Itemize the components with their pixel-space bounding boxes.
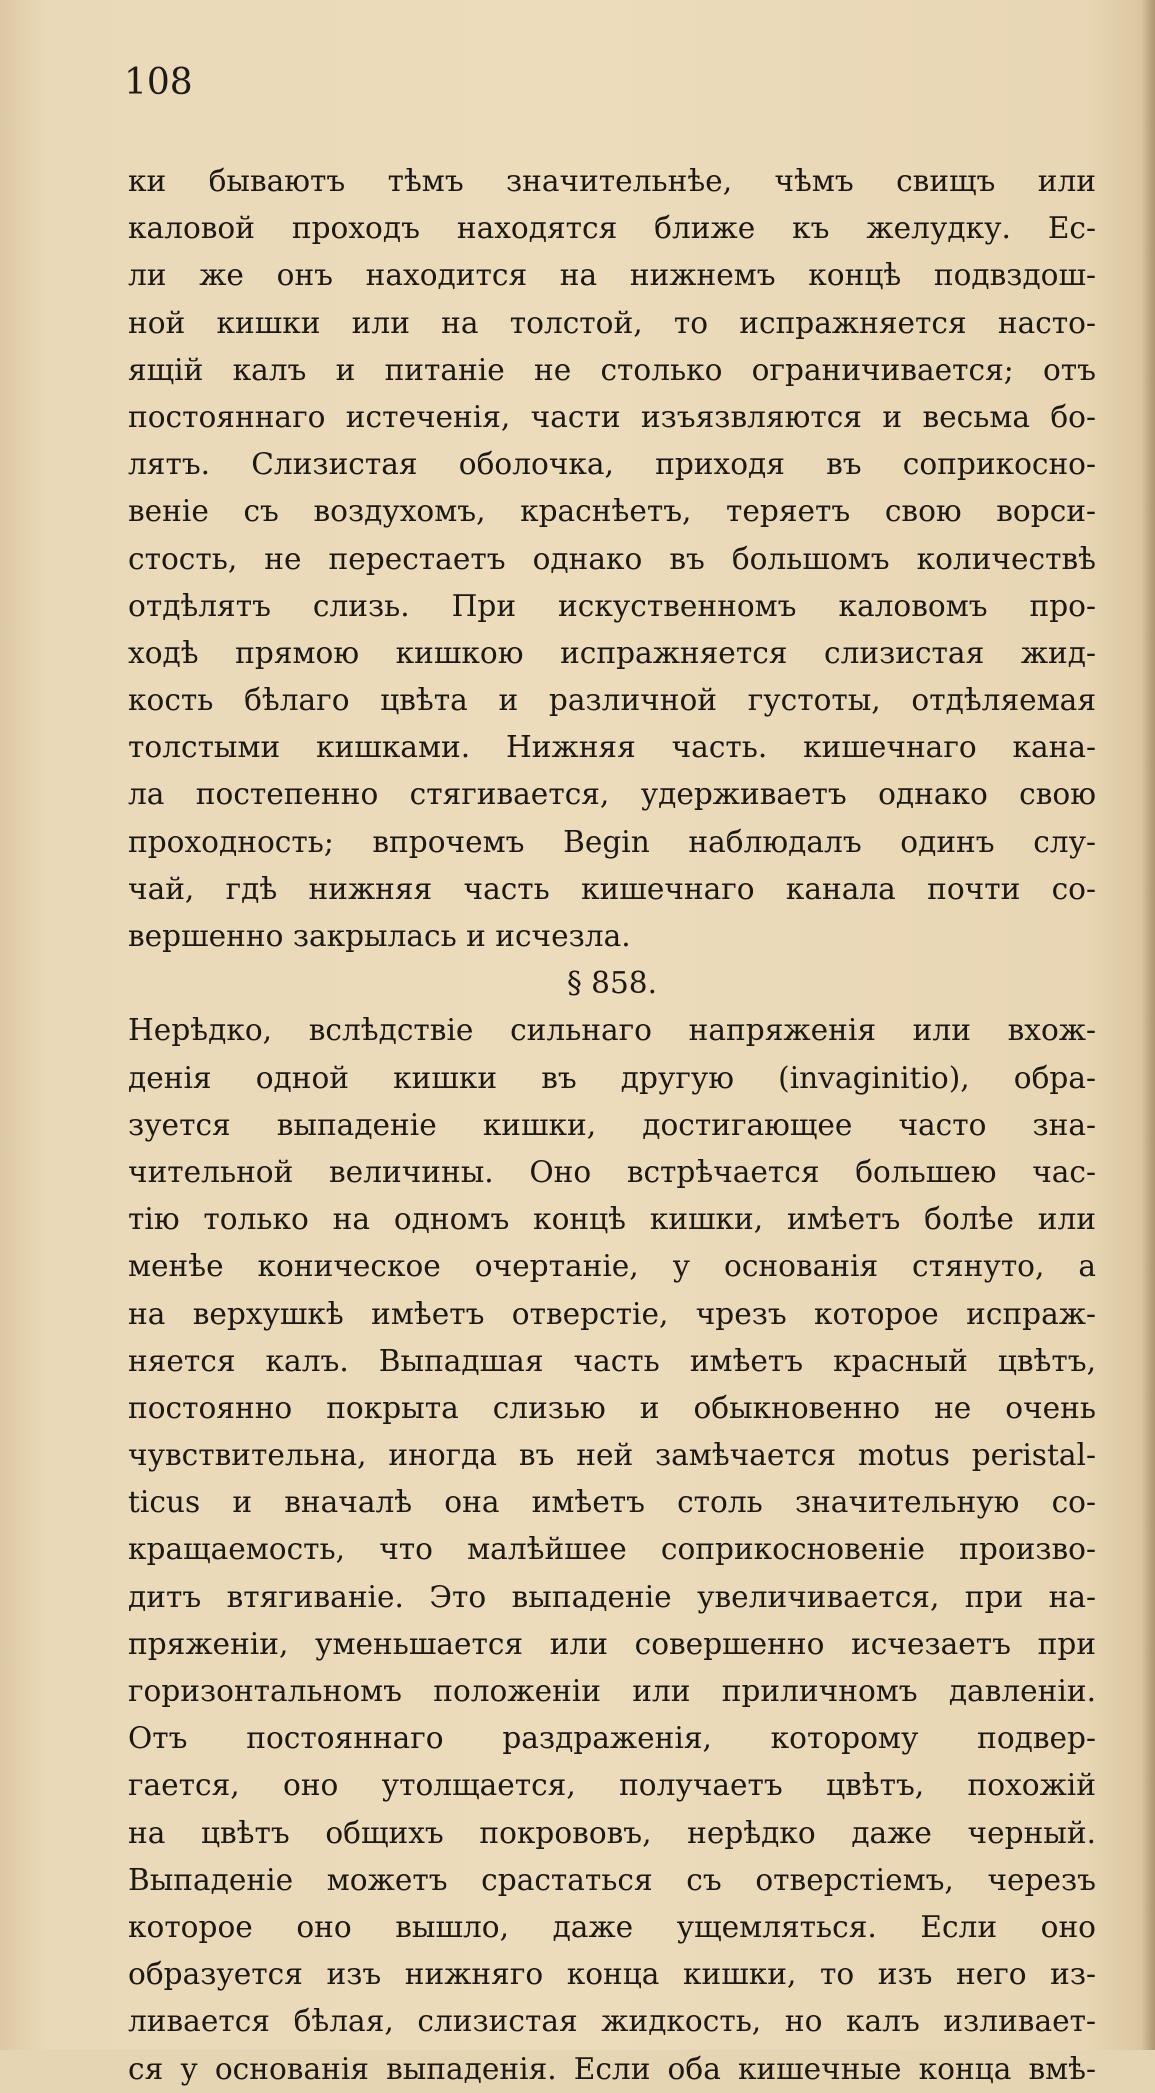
text-line: вершенно закрылась и исчезла.: [128, 919, 631, 953]
text-line: ся у основанія выпаденія. Если оба кишечные конца вмѣ-: [128, 2051, 1096, 2086]
text-line: проходность; впрочемъ Begin наблюдалъ одинъ слу-: [128, 824, 1096, 859]
text-line: Нерѣдко, вслѣдствіе сильнаго напряженія или вхож-: [128, 1013, 1096, 1048]
text-line: дитъ втягиваніе. Это выпаденіе увеличивается, при на-: [128, 1579, 1096, 1614]
text-line: ticus и вначалѣ она имѣетъ столь значительную со-: [128, 1485, 1096, 1520]
text-line: гается, оно утолщается, получаетъ цвѣтъ, похожій: [128, 1768, 1096, 1803]
text-line: кость бѣлаго цвѣта и различной густоты, отдѣляемая: [128, 683, 1096, 718]
text-line: чувствительна, иногда въ ней замѣчается motus peristal-: [128, 1438, 1096, 1473]
text-line: ливается бѣлая, слизистая жидкость, но калъ изливает-: [128, 2004, 1096, 2039]
body-text: [128, 158, 1096, 2093]
text-line: менѣе коническое очертаніе, у основанія стянуто, а: [128, 1249, 1096, 1284]
text-line: тію только на одномъ концѣ кишки, имѣетъ болѣе или: [128, 1202, 1096, 1237]
text-line: чительной величины. Оно встрѣчается большею час-: [128, 1154, 1096, 1189]
text-line: Выпаденіе можетъ срастаться съ отверстіемъ, черезъ: [128, 1862, 1096, 1897]
text-line: чай, гдѣ нижняя часть кишечнаго канала почти со-: [128, 871, 1096, 906]
text-line: которое оно вышло, даже ущемляться. Если оно: [128, 1909, 1096, 1944]
text-line: каловой проходъ находятся ближе къ желудку. Ес-: [128, 211, 1096, 246]
text-line: на цвѣтъ общихъ покрововъ, нерѣдко даже черный.: [128, 1815, 1096, 1850]
text-line: ной кишки или на толстой, то испражняется насто-: [128, 305, 1096, 340]
text-line: толстыми кишками. Нижняя часть. кишечнаго кана-: [128, 730, 1096, 765]
text-line: пряженіи, уменьшается или совершенно исчезаетъ при: [128, 1626, 1096, 1661]
text-line: ящій калъ и питаніе не столько ограничивается; отъ: [128, 352, 1096, 387]
text-line: отдѣлятъ слизь. При искуственномъ каловомъ про-: [128, 588, 1096, 623]
page-edge-shadow: [1141, 0, 1155, 2050]
text-line: денія одной кишки въ другую (invaginitio), обра-: [128, 1060, 1096, 1095]
text-line: постоянно покрыта слизью и обыкновенно не очень: [128, 1390, 1096, 1425]
text-line: Отъ постояннаго раздраженія, которому подвер-: [128, 1721, 1096, 1756]
text-line: кращаемость, что малѣйшее соприкосновеніе произво-: [128, 1532, 1096, 1567]
text-line: ла постепенно стягивается, удерживаетъ однако свою: [128, 777, 1096, 812]
text-line: горизонтальномъ положеніи или приличномъ давленіи.: [128, 1674, 1096, 1708]
text-line: стость, не перестаетъ однако въ большомъ количествѣ: [128, 541, 1096, 576]
text-line: образуется изъ нижняго конца кишки, то изъ него из-: [128, 1957, 1096, 1992]
text-line: лятъ. Слизистая оболочка, приходя въ соприкосно-: [128, 447, 1096, 482]
page-number: 108: [124, 62, 193, 103]
text-line: зуется выпаденіе кишки, достигающее часто зна-: [128, 1107, 1096, 1142]
text-line: постояннаго истеченія, части изъязвляются и весьма бо-: [128, 399, 1096, 434]
section-heading: § 858.: [566, 966, 658, 1001]
text-line: ходѣ прямою кишкою испражняется слизистая жид-: [128, 635, 1096, 670]
text-line: на верхушкѣ имѣетъ отверстіе, чрезъ которое испраж-: [128, 1296, 1096, 1331]
text-line: веніе съ воздухомъ, краснѣетъ, теряетъ свою ворси-: [128, 494, 1096, 529]
text-line: ли же онъ находится на нижнемъ концѣ подвздош-: [128, 258, 1096, 293]
text-line: няется калъ. Выпадшая часть имѣетъ красный цвѣтъ,: [128, 1343, 1096, 1378]
text-line: ки бываютъ тѣмъ значительнѣе, чѣмъ свищъ или: [128, 164, 1096, 198]
